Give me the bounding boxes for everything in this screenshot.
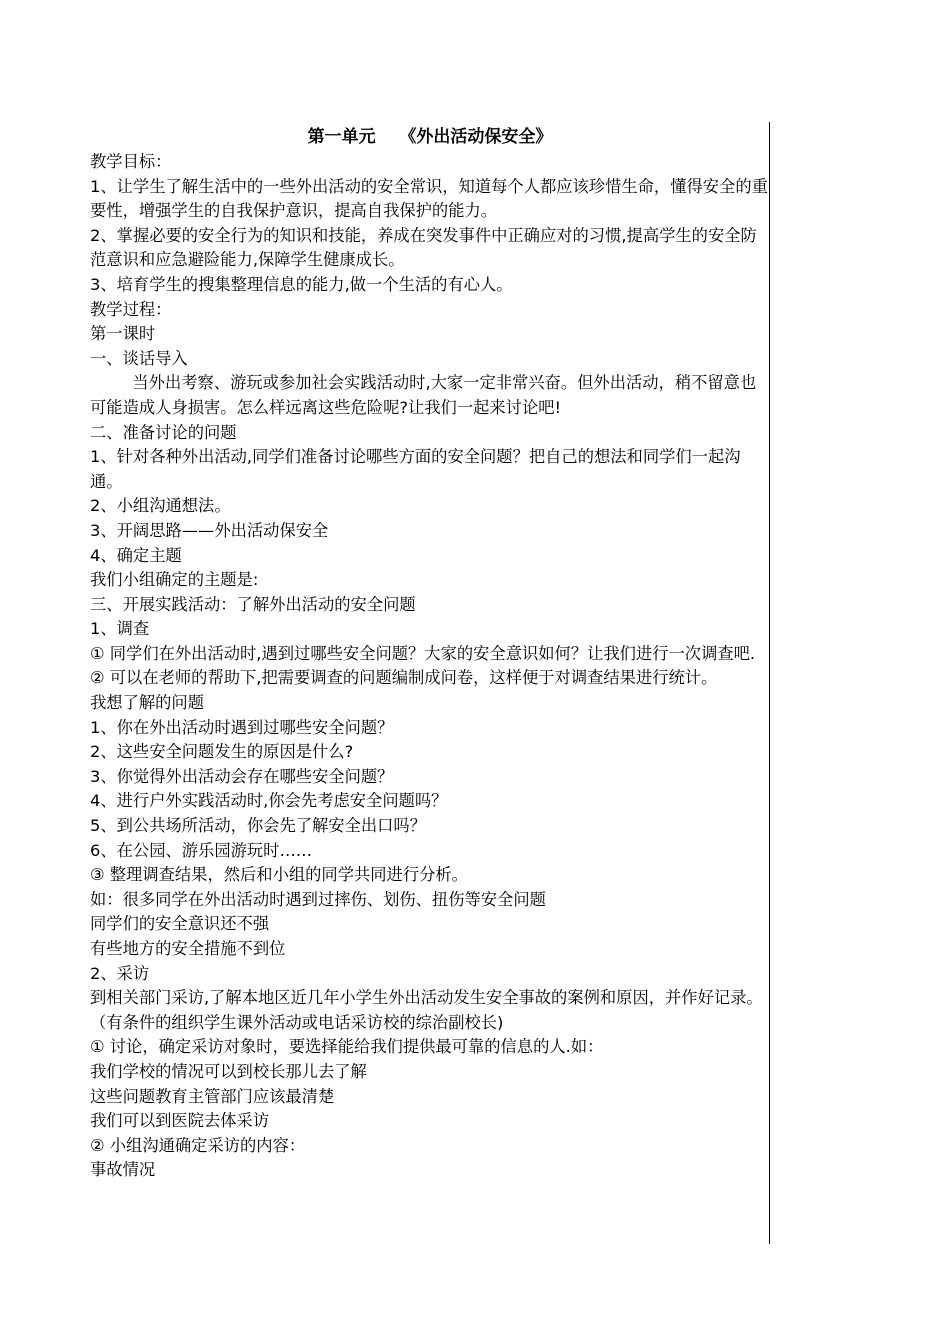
body-paragraph: 我们可以到医院去体采访 — [90, 1111, 270, 1131]
body-paragraph: 同学们的安全意识还不强 — [90, 914, 270, 934]
body-paragraph: 2、小组沟通想法。 — [90, 496, 231, 516]
body-paragraph: 2、这些安全问题发生的原因是什么? — [90, 742, 354, 762]
document-body — [90, 150, 770, 1183]
body-paragraph: 教学目标： — [90, 152, 172, 171]
body-paragraph: 1、你在外出活动时遇到过哪些安全问题？ — [90, 717, 394, 737]
body-paragraph: 4、进行户外实践活动时,你会先考虑安全问题吗？ — [90, 791, 448, 811]
body-paragraph: 2、采访 — [90, 963, 150, 983]
body-paragraph: 到相关部门采访,了解本地区近几年小学生外出活动发生安全事故的案例和原因，并作好记录。（有条件的组织学生课外活动或电话采访校的综治副校长) — [90, 988, 763, 1032]
body-paragraph: 5、到公共场所活动，你会先了解安全出口吗？ — [90, 816, 426, 836]
body-paragraph: 3、开阔思路——外出活动保安全 — [90, 520, 329, 540]
body-paragraph: 6、在公园、游乐园游玩时…… — [90, 840, 313, 860]
body-paragraph: 1、针对各种外出活动,同学们准备讨论哪些方面的安全问题？把自己的想法和同学们一起沟通。 — [90, 447, 741, 491]
body-paragraph: 1、让学生了解生活中的一些外出活动的安全常识，知道每个人都应该珍惜生命，懂得安全的重要性，增强学生的自我保护意识，提高自我保护的能力。 — [90, 176, 768, 221]
body-paragraph: 3、培育学生的搜集整理信息的能力,做一个生活的有心人。 — [90, 274, 513, 294]
body-paragraph: 4、确定主题 — [90, 545, 182, 565]
body-paragraph: 1、调查 — [90, 619, 150, 639]
document-title: 第一单元 《外出活动保安全》 — [307, 127, 553, 147]
body-paragraph: 教学过程： — [90, 299, 172, 319]
body-paragraph: 如：很多同学在外出活动时遇到过摔伤、划伤、扭伤等安全问题 — [90, 889, 546, 909]
body-paragraph: ① 讨论，确定采访对象时，要选择能给我们提供最可靠的信息的人.如： — [90, 1037, 604, 1057]
body-paragraph: ① 同学们在外出活动时,遇到过哪些安全问题？大家的安全意识如何？让我们进行一次调查吧. — [90, 643, 756, 663]
body-paragraph: 我想了解的问题 — [90, 693, 204, 713]
body-paragraph: ② 可以在老师的帮助下,把需要调查的问题编制成问卷，这样便于对调查结果进行统计。 — [90, 668, 718, 688]
body-paragraph: 我们学校的情况可以到校长那儿去了解 — [90, 1061, 367, 1081]
body-paragraph: 有些地方的安全措施不到位 — [90, 939, 286, 958]
body-paragraph: 3、你觉得外出活动会存在哪些安全问题？ — [90, 766, 394, 786]
body-paragraph: 我们小组确定的主题是: — [90, 570, 259, 590]
body-paragraph: 这些问题教育主管部门应该最清楚 — [90, 1086, 335, 1106]
body-paragraph: 事故情况 — [90, 1160, 156, 1180]
body-paragraph: 二、准备讨论的问题 — [90, 422, 237, 442]
body-paragraph: 三、开展实践活动：了解外出活动的安全问题 — [90, 594, 416, 614]
body-paragraph: 当外出考察、游玩或参加社会实践活动时,大家一定非常兴奋。但外出活动，稍不留意也可能造成人身损害。怎么样远离这些危险呢?让我们一起来讨论吧! — [90, 373, 757, 417]
body-paragraph: 一、谈话导入 — [90, 348, 188, 368]
body-paragraph: ② 小组沟通确定采访的内容： — [90, 1135, 306, 1155]
body-paragraph: 2、掌握必要的安全行为的知识和技能，养成在突发事件中正确应对的习惯,提高学生的安全防范意识和应急避险能力,保障学生健康成长。 — [90, 225, 757, 270]
body-paragraph: 第一课时 — [90, 324, 156, 344]
body-paragraph: ③ 整理调查结果，然后和小组的同学共同进行分析。 — [90, 865, 468, 885]
